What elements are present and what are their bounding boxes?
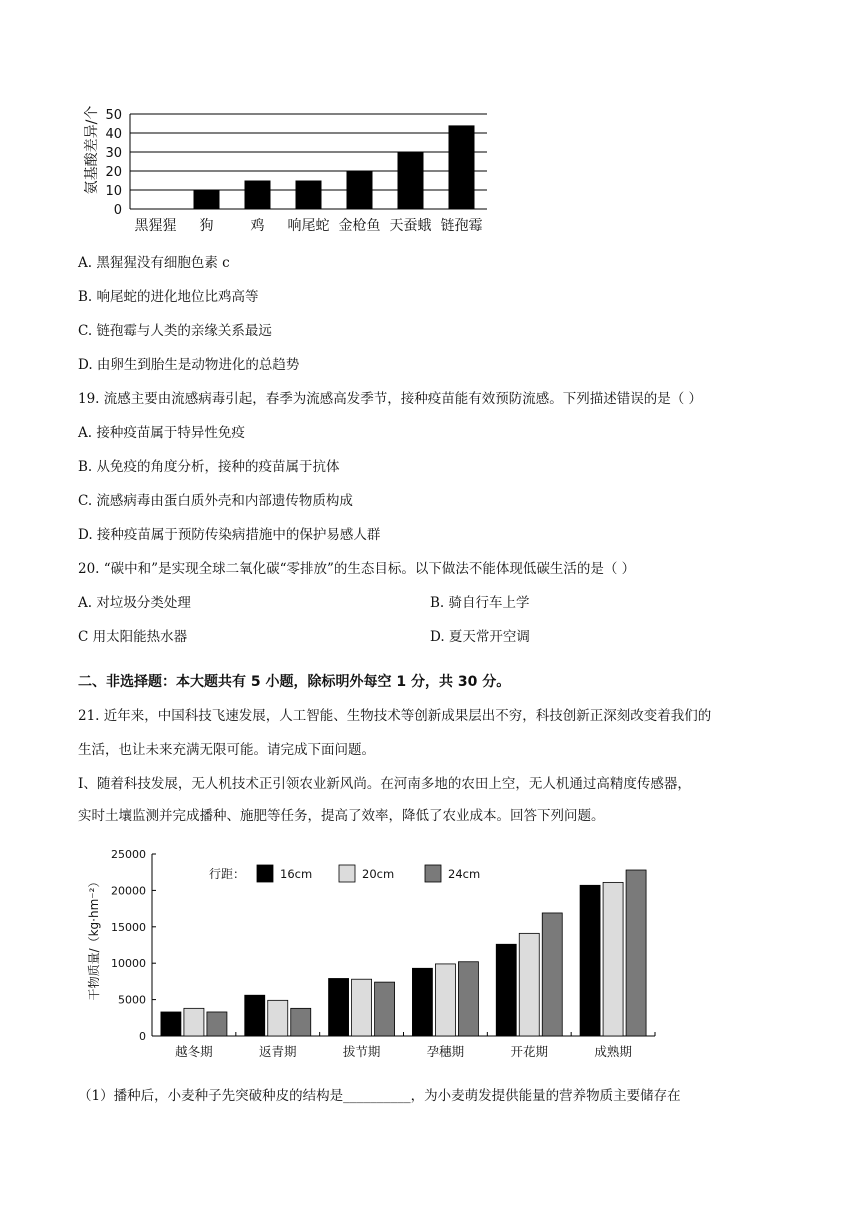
dry-matter-bar: [458, 962, 478, 1036]
q20-option-c: C 用太阳能热水器: [78, 629, 188, 645]
q21-line-2: 生活，也让未来充满无限可能。请完成下面问题。: [78, 742, 375, 758]
q19-option-a: A. 接种疫苗属于特异性免疫: [78, 425, 245, 441]
amino-acid-y-axis-label: 氨基酸差异/个: [84, 105, 100, 195]
dry-matter-y-axis-label: 干物质量/（kg·hm⁻²）: [87, 875, 101, 1001]
dry-matter-bar: [245, 995, 265, 1036]
dry-matter-y-tick-label: 25000: [111, 848, 146, 861]
dry-matter-bar: [580, 885, 600, 1036]
q21-line-1: 21. 近年来，中国科技飞速发展，人工智能、生物技术等创新成果层出不穷，科技创新正深刻改变着我们的: [78, 708, 712, 724]
dry-matter-bar: [412, 968, 432, 1036]
dry-matter-y-tick-label: 5000: [118, 993, 146, 1007]
amino-acid-y-tick-label: 0: [113, 203, 122, 218]
amino-acid-y-tick-label: 50: [105, 108, 122, 123]
dry-matter-bar: [161, 1012, 181, 1036]
amino-acid-chart: [70, 88, 530, 240]
legend-title: 行距：: [209, 867, 246, 881]
dry-matter-x-tick-label: 开花期: [510, 1044, 549, 1059]
amino-acid-x-tick-label: 天蚕蛾: [389, 218, 432, 234]
amino-acid-x-tick-label: 金枪鱼: [338, 218, 381, 234]
q20-option-a: A. 对垃圾分类处理: [78, 595, 191, 611]
dry-matter-bar: [603, 882, 623, 1036]
q20-option-b: B. 骑自行车上学: [430, 595, 530, 611]
legend-swatch: [339, 865, 355, 882]
amino-acid-x-tick-label: 狗: [199, 218, 214, 234]
amino-acid-bar: [449, 125, 475, 209]
dry-matter-bar: [291, 1008, 311, 1036]
amino-acid-x-tick-label: 鸡: [250, 218, 265, 234]
amino-acid-y-tick-label: 20: [105, 165, 122, 180]
amino-acid-x-tick-label: 链孢霉: [440, 218, 483, 234]
q18-option-c: C. 链孢霉与人类的亲缘关系最远: [78, 323, 272, 339]
legend-label: 16cm: [280, 867, 313, 881]
dry-matter-bar: [352, 979, 372, 1036]
dry-matter-bar: [329, 978, 349, 1036]
q18-option-a: A. 黑猩猩没有细胞色素 c: [78, 255, 230, 271]
q21-part1-line-2: 实时土壤监测并完成播种、施肥等任务，提高了效率，降低了农业成本。回答下列问题。: [78, 808, 605, 824]
dry-matter-x-tick-label: 成熟期: [594, 1044, 632, 1059]
dry-matter-y-tick-label: 10000: [111, 957, 146, 971]
dry-matter-x-tick-label: 拔节期: [342, 1044, 381, 1059]
q21-part1-line-1: Ⅰ、随着科技发展，无人机技术正引领农业新风尚。在河南多地的农田上空，无人机通过高精度传感器，: [78, 776, 691, 792]
amino-acid-bar: [194, 190, 220, 209]
legend-label: 20cm: [362, 867, 395, 881]
dry-matter-bar: [375, 982, 395, 1036]
amino-acid-bar: [245, 181, 271, 210]
amino-acid-bar: [398, 152, 424, 209]
dry-matter-bar: [542, 913, 562, 1036]
q21-subquestion-1: （1）播种后，小麦种子先突破种皮的结构是__________，为小麦萌发提供能量的营养物质主要储存在: [78, 1088, 681, 1104]
dry-matter-bar: [268, 1000, 288, 1036]
dry-matter-x-tick-label: 孕穗期: [426, 1044, 465, 1059]
amino-acid-bar: [347, 171, 373, 209]
dry-matter-chart: [80, 842, 680, 1072]
q19-option-d: D. 接种疫苗属于预防传染病措施中的保护易感人群: [78, 527, 381, 543]
q19-option-b: B. 从免疫的角度分析，接种的疫苗属于抗体: [78, 459, 340, 475]
section-heading: 二、非选择题：本大题共有 5 小题，除标明外每空 1 分，共 30 分。: [78, 674, 511, 690]
legend-swatch: [425, 865, 441, 882]
dry-matter-y-tick-label: 15000: [111, 920, 146, 934]
q20-option-d: D. 夏天常开空调: [430, 629, 530, 645]
amino-acid-bar: [296, 181, 322, 210]
dry-matter-bar: [519, 933, 539, 1036]
amino-acid-y-tick-label: 10: [105, 184, 122, 199]
dry-matter-bar: [184, 1008, 204, 1036]
dry-matter-bar: [626, 870, 646, 1036]
amino-acid-y-tick-label: 30: [105, 146, 122, 161]
dry-matter-y-tick-label: 20000: [111, 884, 146, 898]
dry-matter-bar: [496, 944, 516, 1036]
amino-acid-x-tick-label: 黑猩猩: [134, 218, 177, 234]
legend-swatch: [257, 865, 273, 882]
amino-acid-x-tick-label: 响尾蛇: [287, 218, 330, 234]
q18-option-d: D. 由卵生到胎生是动物进化的总趋势: [78, 357, 300, 373]
q19-option-c: C. 流感病毒由蛋白质外壳和内部遗传物质构成: [78, 493, 353, 509]
q19-stem: 19. 流感主要由流感病毒引起，春季为流感高发季节，接种疫苗能有效预防流感。下列描述错误的是（ ）: [78, 391, 703, 407]
dry-matter-x-tick-label: 越冬期: [175, 1044, 213, 1059]
dry-matter-bar: [207, 1012, 227, 1036]
dry-matter-bar: [435, 964, 455, 1036]
dry-matter-y-tick-label: 0: [139, 1030, 146, 1043]
dry-matter-x-tick-label: 返青期: [258, 1044, 297, 1059]
legend-label: 24cm: [448, 867, 481, 881]
q20-stem: 20. “碳中和”是实现全球二氧化碳“零排放”的生态目标。以下做法不能体现低碳生活的是（ ）: [78, 561, 636, 577]
q18-option-b: B. 响尾蛇的进化地位比鸡高等: [78, 289, 259, 305]
amino-acid-y-tick-label: 40: [105, 127, 122, 142]
